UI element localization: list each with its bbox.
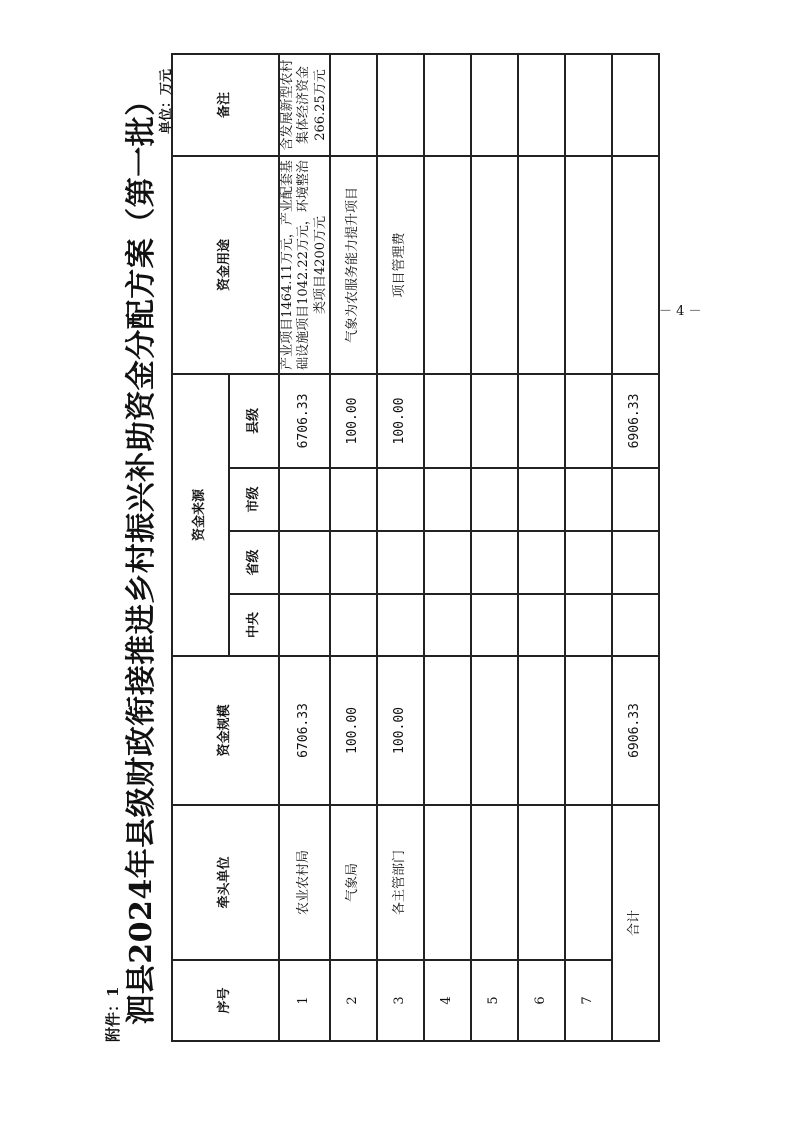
cell-county [518, 374, 565, 468]
cell-remark [471, 54, 518, 156]
cell-city [565, 468, 612, 531]
page-number: － 4 － [658, 304, 702, 319]
header-province: 省级 [229, 531, 279, 594]
table-row [471, 54, 518, 1041]
cell-dept: 各主管部门 [377, 805, 424, 960]
cell-dept [424, 805, 471, 960]
header-central: 中央 [229, 594, 279, 656]
cell-province [330, 531, 377, 594]
table-row [518, 54, 565, 1041]
cell-usage [518, 156, 565, 374]
cell-province [424, 531, 471, 594]
cell-city [424, 468, 471, 531]
table-row [377, 54, 424, 1041]
cell-remark [518, 54, 565, 156]
total-label: 合计 [612, 805, 659, 1041]
allocation-table [171, 53, 660, 1042]
cell-province [565, 531, 612, 594]
cell-remark [565, 54, 612, 156]
cell-province [471, 531, 518, 594]
header-seq: 序号 [172, 960, 279, 1041]
cell-province [377, 531, 424, 594]
cell-central [518, 594, 565, 656]
cell-dept [518, 805, 565, 960]
header-remark: 备注 [172, 54, 279, 156]
unit-label: 单位：万元 [159, 69, 174, 135]
cell-scale: 100.00 [377, 656, 424, 805]
cell-central [471, 594, 518, 656]
table-row [424, 54, 471, 1041]
cell-county [471, 374, 518, 468]
cell-dept: 气象局 [330, 805, 377, 960]
document-title: 泗县2024年县级财政衔接推进乡村振兴补助资金分配方案（第一批） [124, 85, 159, 1025]
cell-scale: 6706.33 [279, 656, 330, 805]
cell-county: 100.00 [330, 374, 377, 468]
cell-dept [471, 805, 518, 960]
cell-city [377, 468, 424, 531]
total-cell-central [612, 594, 659, 656]
header-scale: 资金规模 [172, 656, 279, 805]
cell-remark [377, 54, 424, 156]
cell-county: 6706.33 [279, 374, 330, 468]
cell-dept [565, 805, 612, 960]
header-county: 县级 [229, 374, 279, 468]
table-row [279, 54, 330, 1041]
cell-usage: 项目管理费 [377, 156, 424, 374]
cell-seq: 2 [330, 960, 377, 1041]
cell-remark: 含发展新型农村集体经济资金266.25万元 [279, 54, 330, 156]
cell-usage: 产业项目1464.11万元，产业配套基础设施项目1042.22万元，环境整治类项目4200万元 [279, 156, 330, 374]
total-cell-remark [612, 54, 659, 156]
header-city: 市级 [229, 468, 279, 531]
cell-central [330, 594, 377, 656]
cell-county [424, 374, 471, 468]
cell-central [424, 594, 471, 656]
rotated-document [100, 55, 702, 1055]
cell-seq: 1 [279, 960, 330, 1041]
table-row [565, 54, 612, 1041]
cell-usage [424, 156, 471, 374]
cell-scale [471, 656, 518, 805]
total-row [612, 54, 659, 1041]
cell-remark [330, 54, 377, 156]
header-usage: 资金用途 [172, 156, 279, 374]
cell-county [565, 374, 612, 468]
total-cell-province [612, 531, 659, 594]
cell-scale [565, 656, 612, 805]
cell-city [518, 468, 565, 531]
cell-scale [518, 656, 565, 805]
cell-central [279, 594, 330, 656]
cell-city [471, 468, 518, 531]
cell-usage [565, 156, 612, 374]
cell-city [330, 468, 377, 531]
cell-province [279, 531, 330, 594]
total-cell-city [612, 468, 659, 531]
total-cell-usage [612, 156, 659, 374]
header-dept: 牵头单位 [172, 805, 279, 960]
total-cell-scale: 6906.33 [612, 656, 659, 805]
cell-central [377, 594, 424, 656]
cell-usage [471, 156, 518, 374]
cell-central [565, 594, 612, 656]
cell-dept: 农业农村局 [279, 805, 330, 960]
cell-usage: 气象为农服务能力提升项目 [330, 156, 377, 374]
cell-city [279, 468, 330, 531]
table-row [330, 54, 377, 1041]
cell-seq: 5 [471, 960, 518, 1041]
header-source: 资金来源 [172, 374, 229, 656]
cell-seq: 4 [424, 960, 471, 1041]
cell-province [518, 531, 565, 594]
cell-county: 100.00 [377, 374, 424, 468]
attachment-label: 附件：1 [104, 986, 122, 1042]
total-cell-county: 6906.33 [612, 374, 659, 468]
cell-scale [424, 656, 471, 805]
cell-seq: 3 [377, 960, 424, 1041]
cell-seq: 6 [518, 960, 565, 1041]
cell-scale: 100.00 [330, 656, 377, 805]
cell-remark [424, 54, 471, 156]
cell-seq: 7 [565, 960, 612, 1041]
